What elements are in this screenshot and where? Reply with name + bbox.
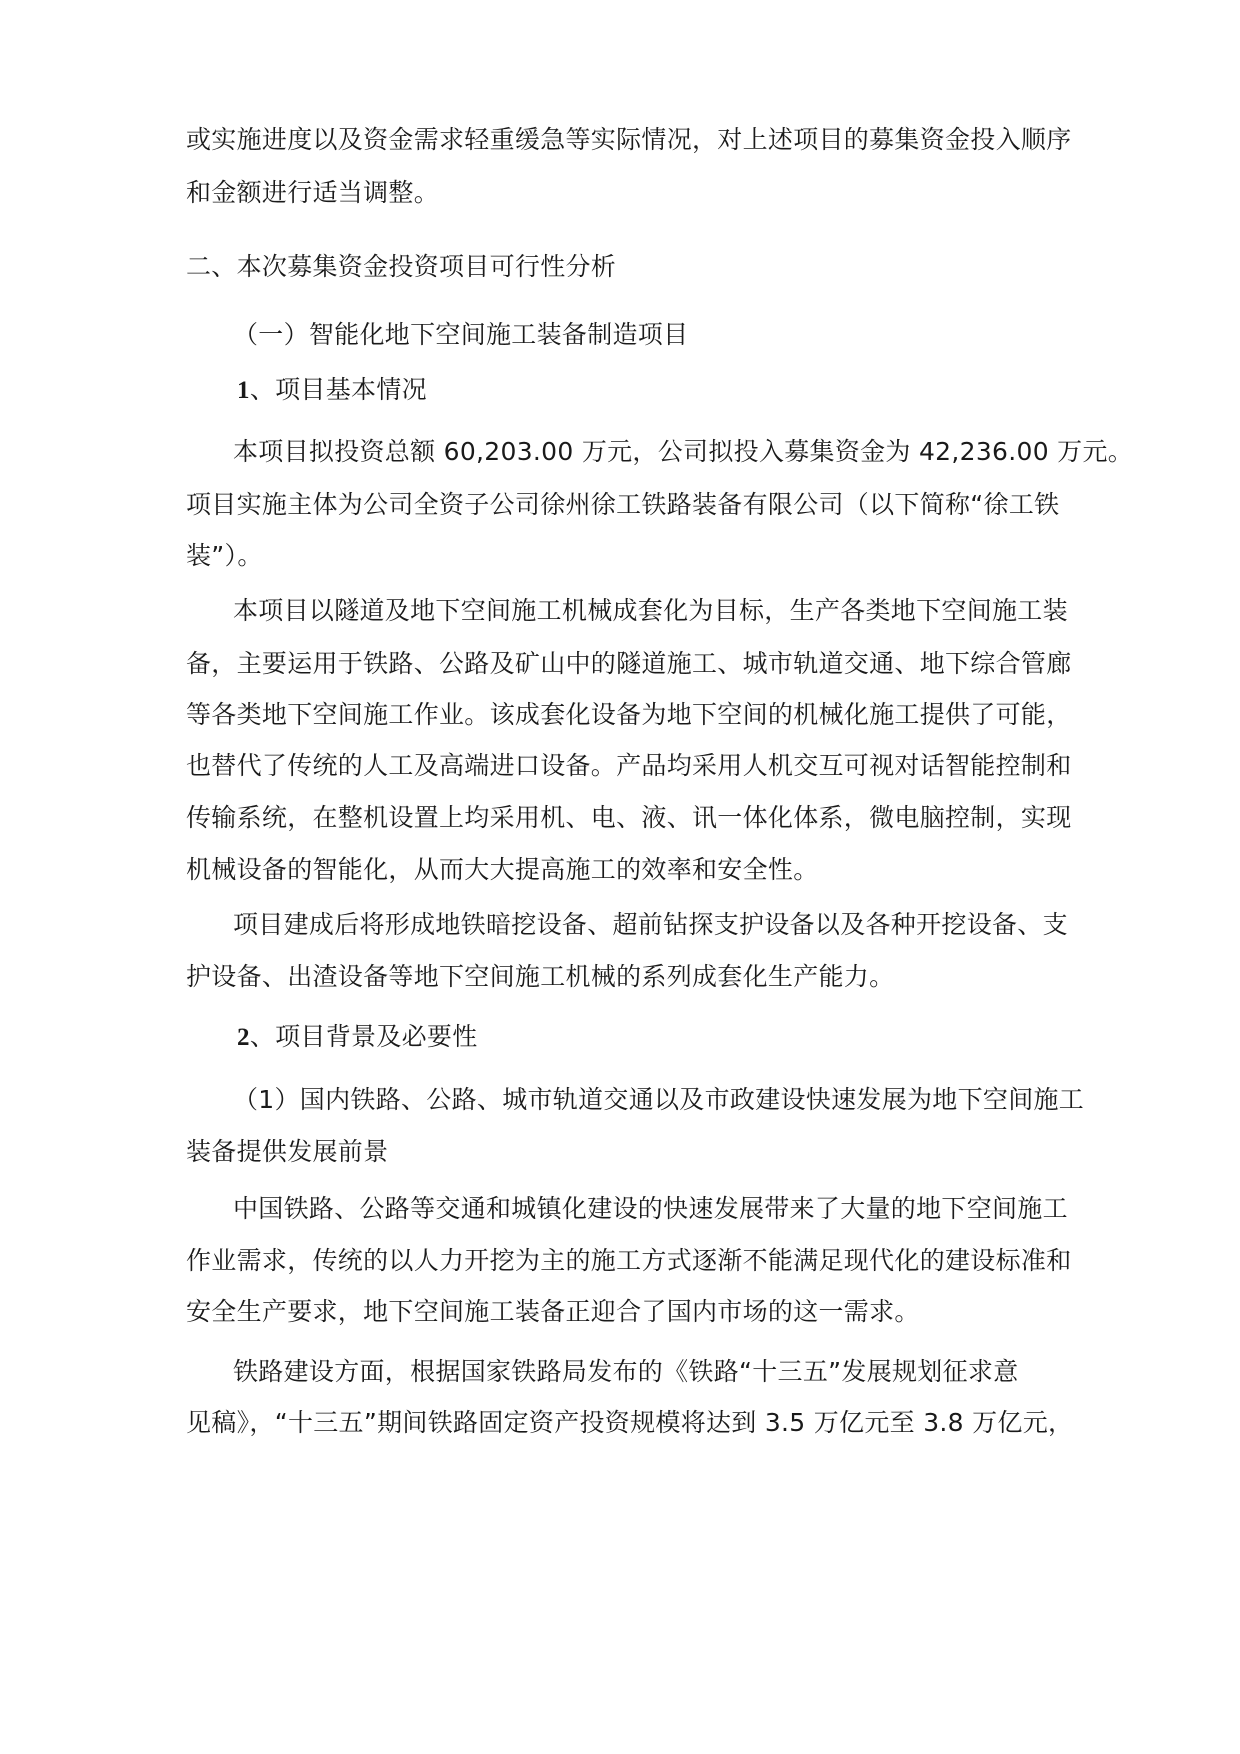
paragraph-line: 传输系统，在整机设置上均采用机、电、液、讯一体化体系，微电脑控制，实现 <box>186 803 1072 832</box>
item-heading <box>237 1022 478 1053</box>
paragraph-line: 机械设备的智能化，从而大大提高施工的效率和安全性。 <box>186 855 819 884</box>
paragraph-line: 作业需求，传统的以人力开挖为主的施工方式逐渐不能满足现代化的建设标准和 <box>186 1246 1072 1275</box>
paragraph-line: 中国铁路、公路等交通和城镇化建设的快速发展带来了大量的地下空间施工 <box>233 1194 1068 1223</box>
sub-item-line: （1）国内铁路、公路、城市轨道交通以及市政建设快速发展为地下空间施工 <box>233 1085 1085 1114</box>
sub-item-line: 装备提供发展前景 <box>186 1137 389 1166</box>
paragraph-line: 本项目以隧道及地下空间施工机械成套化为目标，生产各类地下空间施工装 <box>233 596 1068 625</box>
paragraph-line: 和金额进行适当调整。 <box>186 178 440 207</box>
paragraph-line: 项目实施主体为公司全资子公司徐州徐工铁路装备有限公司（以下简称“徐工铁 <box>186 490 1060 519</box>
paragraph-line: 项目建成后将形成地铁暗挖设备、超前钻探支护设备以及各种开挖设备、支 <box>233 910 1068 939</box>
paragraph-line: 见稿》，“十三五”期间铁路固定资产投资规模将达到 3.5 万亿元至 3.8 万亿元， <box>186 1408 1074 1437</box>
paragraph-line: 安全生产要求，地下空间施工装备正迎合了国内市场的这一需求。 <box>186 1297 920 1326</box>
paragraph-line: 等各类地下空间施工作业。该成套化设备为地下空间的机械化施工提供了可能， <box>186 700 1072 729</box>
paragraph-line: 装”）。 <box>186 541 263 570</box>
subsection-heading: （一）智能化地下空间施工装备制造项目 <box>233 320 689 349</box>
paragraph-line: 护设备、出渣设备等地下空间施工机械的系列成套化生产能力。 <box>186 962 895 991</box>
paragraph-line: 也替代了传统的人工及高端进口设备。产品均采用人机交互可视对话智能控制和 <box>186 751 1072 780</box>
item-title: 、项目基本情况 <box>249 375 427 404</box>
item-number: 1 <box>237 377 250 404</box>
item-number: 2 <box>237 1024 250 1051</box>
item-heading <box>237 375 427 406</box>
paragraph-line: 或实施进度以及资金需求轻重缓急等实际情况，对上述项目的募集资金投入顺序 <box>186 125 1072 154</box>
item-title: 、项目背景及必要性 <box>249 1022 478 1051</box>
paragraph-line: 铁路建设方面，根据国家铁路局发布的《铁路“十三五”发展规划征求意 <box>233 1357 1019 1386</box>
paragraph-line: 备，主要运用于铁路、公路及矿山中的隧道施工、城市轨道交通、地下综合管廊 <box>186 649 1072 678</box>
paragraph-line: 本项目拟投资总额 60,203.00 万元，公司拟投入募集资金为 42,236.00 万元。 <box>233 437 1134 466</box>
section-heading: 二、本次募集资金投资项目可行性分析 <box>186 252 617 281</box>
